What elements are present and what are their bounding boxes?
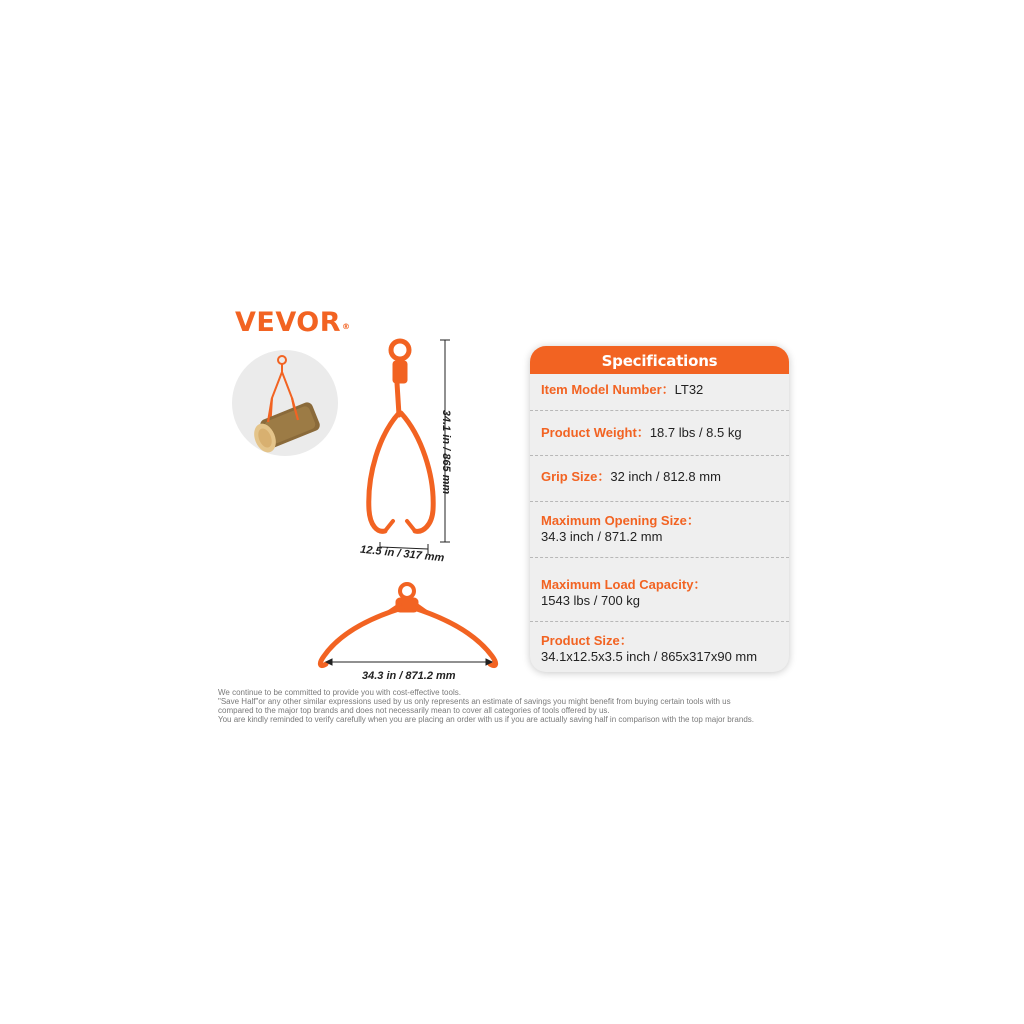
spec-row-opening (530, 513, 789, 545)
footnote-line: We continue to be committed to provide you with cost-effective tools. (218, 688, 461, 697)
spec-value: 18.7 lbs / 8.5 kg (649, 425, 742, 440)
spec-label: Product Size： (541, 633, 633, 648)
registered-mark: ® (342, 322, 351, 331)
spec-label: Item Model Number： (541, 382, 675, 397)
spec-value: LT32 (674, 382, 704, 397)
spec-value: 34.3 inch / 871.2 mm (541, 529, 663, 544)
spec-label: Maximum Opening Size： (541, 513, 700, 528)
usage-thumbnail (232, 350, 338, 456)
spec-row-grip (530, 469, 789, 485)
specifications-card (530, 346, 789, 672)
spec-row-size (530, 633, 789, 665)
spec-row-model (530, 382, 789, 398)
specifications-title: Specifications (530, 346, 789, 374)
spec-label: Product Weight： (541, 425, 650, 440)
spec-row-load (530, 577, 789, 609)
height-dimension-label: 34.1 in / 865 mm (440, 409, 453, 495)
footnote-line: You are kindly reminded to verify carefully when you are placing an order with us if you are actually saving half in comparison with the top major brands. (218, 715, 754, 724)
disclaimer-footnote (218, 688, 828, 724)
spec-label: Maximum Load Capacity： (541, 577, 707, 592)
tongs-with-log-image (232, 350, 338, 456)
divider (530, 410, 789, 411)
vevor-logo (235, 306, 351, 340)
footnote-line: "Save Half"or any other similar expressions used by us only represents an estimate of savings you might benefit from buying certain tools with us (218, 697, 731, 706)
width-dimension-label: 12.5 in / 317 mm (359, 543, 445, 565)
divider (530, 455, 789, 456)
divider (530, 621, 789, 622)
spec-row-weight (530, 425, 789, 441)
opening-dimension-label: 34.3 in / 871.2 mm (362, 670, 456, 682)
footnote-line: compared to the major top brands and does not necessarily mean to cover all categories of tools offered by us. (218, 706, 610, 715)
spec-value: 32 inch / 812.8 mm (610, 469, 721, 484)
spec-value: 34.1x12.5x3.5 inch / 865x317x90 mm (541, 649, 758, 664)
spec-label: Grip Size： (541, 469, 611, 484)
spec-value: 1543 lbs / 700 kg (541, 593, 641, 608)
logo-text: VEVOR (235, 307, 342, 338)
divider (530, 501, 789, 502)
divider (530, 557, 789, 558)
